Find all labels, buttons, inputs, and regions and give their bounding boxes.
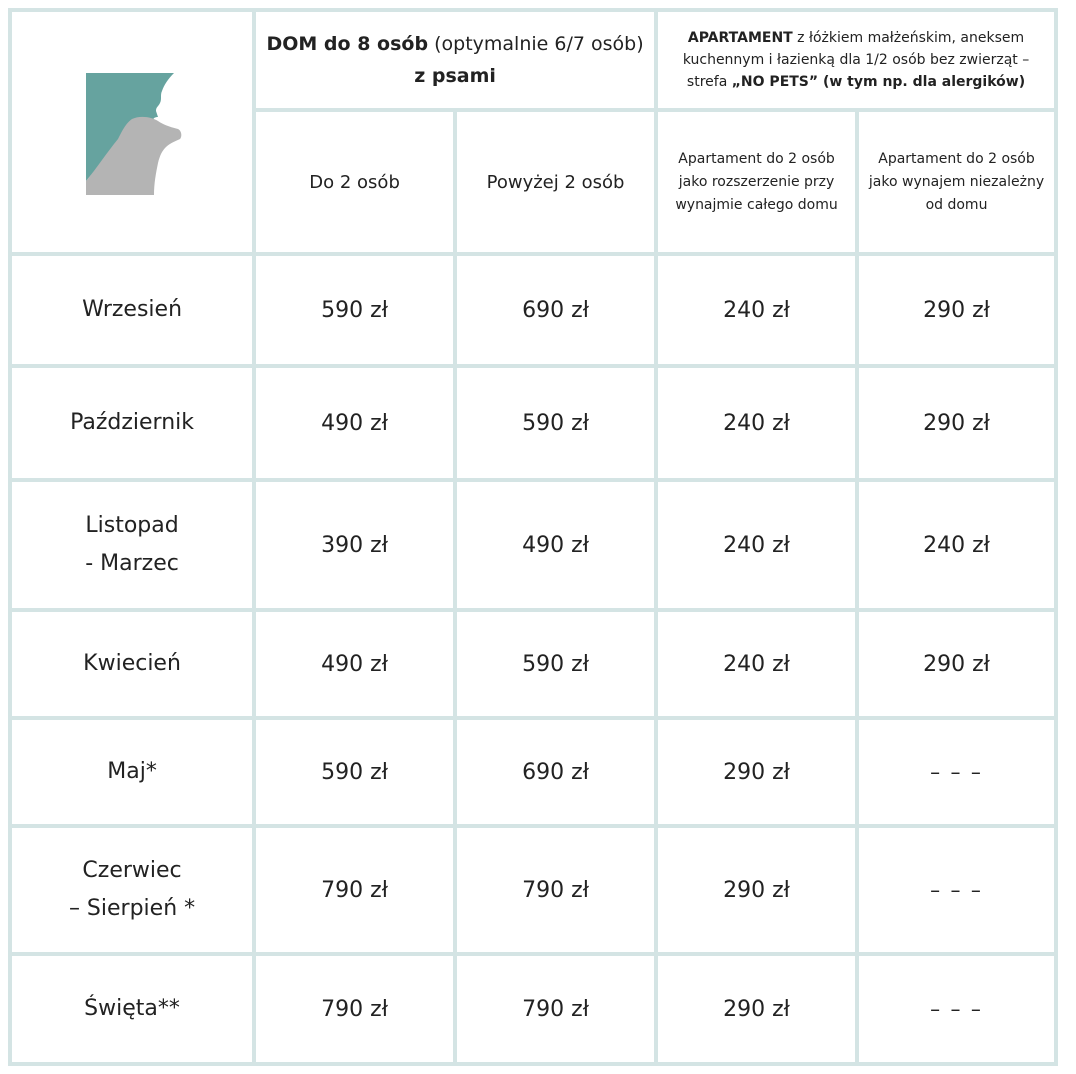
price-cell: 290 zł bbox=[859, 612, 1054, 716]
price-cell: 290 zł bbox=[658, 956, 855, 1062]
month-line: Listopad bbox=[85, 513, 179, 538]
table-row bbox=[12, 482, 1054, 608]
price-cell: 490 zł bbox=[256, 612, 453, 716]
month-cell: Wrzesień bbox=[12, 256, 252, 364]
price-table-frame bbox=[8, 8, 1058, 1066]
header-row bbox=[12, 12, 1054, 108]
price-cell: 240 zł bbox=[859, 482, 1054, 608]
price-cell: 290 zł bbox=[658, 720, 855, 824]
header-ap-bold: APARTAMENT bbox=[687, 30, 793, 46]
price-cell: 590 zł bbox=[457, 368, 654, 478]
month-line: – Sierpień * bbox=[68, 896, 196, 921]
month-cell: Maj* bbox=[12, 720, 252, 824]
table-row bbox=[12, 720, 1054, 824]
price-cell: 790 zł bbox=[457, 956, 654, 1062]
price-cell: 290 zł bbox=[859, 256, 1054, 364]
subheader-cell: Apartament do 2 osób jako wynajem niezależny od domu bbox=[859, 112, 1054, 252]
subheader-cell: Apartament do 2 osób jako rozszerzenie przy wynajmie całego domu bbox=[658, 112, 855, 252]
header-ap-normal: z łóżkiem małżeńskim, aneksem kuchennym i łazienką dla 1/2 osób bez zwierząt – strefa bbox=[682, 30, 1030, 90]
price-cell: 240 zł bbox=[658, 612, 855, 716]
price-table bbox=[8, 8, 1058, 1066]
logo-cell bbox=[12, 12, 252, 252]
price-cell: 790 zł bbox=[256, 828, 453, 952]
header-dom-bold: DOM do 8 osób bbox=[266, 33, 429, 55]
price-cell: 390 zł bbox=[256, 482, 453, 608]
no-price-dash: – – – bbox=[859, 720, 1054, 824]
person-and-dog-logo-icon bbox=[82, 69, 182, 195]
price-cell: 290 zł bbox=[859, 368, 1054, 478]
price-cell: 590 zł bbox=[256, 720, 453, 824]
table-row bbox=[12, 368, 1054, 478]
month-cell: Październik bbox=[12, 368, 252, 478]
table-row bbox=[12, 612, 1054, 716]
table-row bbox=[12, 256, 1054, 364]
price-cell: 240 zł bbox=[658, 368, 855, 478]
subheader-cell: Do 2 osób bbox=[256, 112, 453, 252]
price-cell: 590 zł bbox=[256, 256, 453, 364]
table-row bbox=[12, 956, 1054, 1062]
price-cell: 790 zł bbox=[457, 828, 654, 952]
price-cell: 690 zł bbox=[457, 720, 654, 824]
price-cell: 590 zł bbox=[457, 612, 654, 716]
month-cell: Kwiecień bbox=[12, 612, 252, 716]
price-cell: 690 zł bbox=[457, 256, 654, 364]
subheader-cell: Powyżej 2 osób bbox=[457, 112, 654, 252]
no-price-dash: – – – bbox=[859, 828, 1054, 952]
month-cell: Święta** bbox=[12, 956, 252, 1062]
no-price-dash: – – – bbox=[859, 956, 1054, 1062]
month-line: Czerwiec bbox=[82, 858, 182, 883]
price-cell: 240 zł bbox=[658, 482, 855, 608]
month-cell bbox=[12, 482, 252, 608]
price-cell: 790 zł bbox=[256, 956, 453, 1062]
header-dom-cell bbox=[256, 12, 654, 108]
price-cell: 240 zł bbox=[658, 256, 855, 364]
price-cell: 290 zł bbox=[658, 828, 855, 952]
header-ap-bold2: „NO PETS” (w tym np. dla alergików) bbox=[731, 74, 1026, 90]
month-line: - Marzec bbox=[85, 551, 179, 576]
header-dom-bold2: z psami bbox=[414, 65, 496, 87]
price-cell: 490 zł bbox=[457, 482, 654, 608]
header-dom-normal: (optymalnie 6/7 osób) bbox=[428, 33, 644, 55]
month-cell bbox=[12, 828, 252, 952]
price-cell: 490 zł bbox=[256, 368, 453, 478]
header-apartament-cell bbox=[658, 12, 1054, 108]
table-row bbox=[12, 828, 1054, 952]
